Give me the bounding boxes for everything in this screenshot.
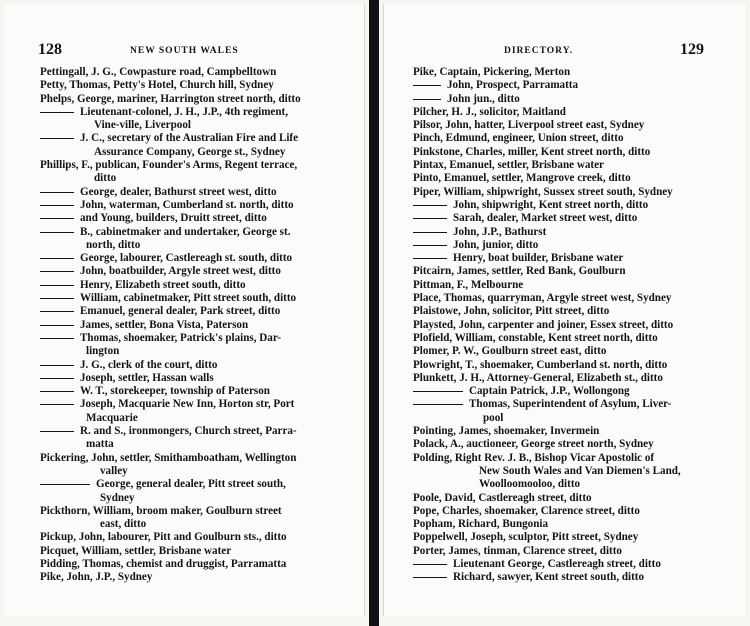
left-page: [4, 4, 365, 616]
entry-continuation-line: Macquarie: [86, 411, 138, 424]
entry-line: Pettingall, J. G., Cowpasture road, Campbelltown: [40, 66, 277, 78]
entry-line: Henry, boat builder, Brisbane water: [413, 252, 729, 265]
entry-line: John, junior, ditto: [413, 239, 729, 252]
entry-line: Pittman, F., Melbourne: [413, 278, 524, 291]
left-entry-list: [40, 66, 346, 585]
entry-line: Pinto, Emanuel, settler, Mangrove creek, ditto: [413, 172, 631, 185]
directory-entry: [40, 106, 346, 133]
directory-entry: [40, 93, 346, 106]
directory-entry: [40, 66, 346, 79]
directory-entry: [413, 119, 729, 132]
entry-continuation-line: Assurance Company, George st., Sydney: [94, 145, 286, 158]
directory-entry: [413, 292, 729, 305]
directory-entry: [413, 93, 729, 106]
directory-entry: [413, 146, 729, 159]
entry-line: Phillips, F., publican, Founder's Arms, Regent terrace,: [40, 159, 298, 172]
entry-line: Plomer, P. W., Goulburn street east, ditto: [413, 345, 607, 358]
entry-line: John, boatbuilder, Argyle street west, ditto: [40, 265, 346, 278]
entry-line: John, J.P., Bathurst: [413, 226, 729, 239]
directory-entry: [413, 132, 729, 145]
directory-entry: [413, 186, 729, 199]
directory-entry: [413, 425, 729, 438]
directory-entry: [413, 172, 729, 185]
entry-line: Henry, Elizabeth street south, ditto: [40, 279, 346, 292]
entry-line: Joseph, settler, Hassan walls: [40, 372, 346, 385]
entry-line: John, shipwright, Kent street north, ditto: [413, 199, 729, 212]
directory-entry: [413, 79, 729, 92]
entry-line: John, waterman, Cumberland st. north, ditto: [40, 199, 346, 212]
directory-entry: [413, 571, 729, 584]
entry-line: Pike, John, J.P., Sydney: [40, 571, 153, 584]
directory-entry: [40, 226, 346, 253]
entry-continuation-line: lington: [86, 345, 120, 358]
entry-continuation-line: matta: [86, 438, 114, 451]
directory-entry: [40, 186, 346, 199]
directory-entry: [413, 319, 729, 332]
entry-line: Pitcairn, James, settler, Red Bank, Goulburn: [413, 265, 626, 278]
entry-line: Sarah, dealer, Market street west, ditto: [413, 212, 729, 225]
entry-line: Pintax, Emanuel, settler, Brisbane water: [413, 159, 604, 172]
right-page-number: 129: [680, 41, 704, 58]
entry-line: W. T., storekeeper, township of Paterson: [40, 385, 346, 398]
entry-line: R. and S., ironmongers, Church street, Parra-: [40, 425, 346, 438]
entry-line: Thomas, Superintendent of Asylum, Liver-: [413, 398, 729, 411]
entry-continuation-line: Vine-ville, Liverpool: [94, 119, 191, 132]
directory-entry: [40, 452, 346, 479]
entry-continuation-line: Woolloomooloo, ditto: [479, 478, 581, 491]
entry-line: John jun., ditto: [413, 93, 729, 106]
entry-line: Porter, James, tinman, Clarence street, ditto: [413, 544, 622, 557]
entry-line: Emanuel, general dealer, Park street, ditto: [40, 305, 346, 318]
directory-entry: [413, 226, 729, 239]
entry-line: Pilsor, John, hatter, Liverpool street east, Sydney: [413, 119, 645, 132]
entry-line: Phelps, George, mariner, Harrington street north, ditto: [40, 92, 301, 105]
entry-line: Richard, sawyer, Kent street south, ditto: [413, 571, 729, 584]
directory-entry: [413, 345, 729, 358]
directory-entry: [413, 305, 729, 318]
directory-entry: [413, 199, 729, 212]
entry-line: Poole, David, Castlereagh street, ditto: [413, 491, 592, 504]
directory-entry: [40, 292, 346, 305]
entry-line: Pilcher, H. J., solicitor, Maitland: [413, 105, 566, 118]
directory-entry: [413, 332, 729, 345]
left-running-title: NEW SOUTH WALES: [130, 46, 239, 56]
right-running-title: DIRECTORY.: [504, 46, 574, 56]
directory-entry: [40, 385, 346, 398]
entry-line: Captain Patrick, J.P., Wollongong: [413, 385, 729, 398]
directory-entry: [40, 265, 346, 278]
entry-line: Playsted, John, carpenter and joiner, Essex street, ditto: [413, 318, 674, 331]
entry-line: Place, Thomas, quarryman, Argyle street west, Sydney: [413, 292, 672, 305]
directory-entry: [413, 106, 729, 119]
entry-line: George, general dealer, Pitt street south,: [40, 478, 346, 491]
directory-entry: [40, 279, 346, 292]
directory-entry: [413, 252, 729, 265]
entry-line: Pickup, John, labourer, Pitt and Goulburn sts., ditto: [40, 531, 287, 544]
directory-entry: [413, 398, 729, 425]
entry-line: Polding, Right Rev. J. B., Bishop Vicar Apostolic of: [413, 451, 655, 464]
directory-entry: [40, 478, 346, 505]
entry-line: J. C., secretary of the Australian Fire and Life: [40, 132, 346, 145]
directory-entry: [413, 159, 729, 172]
entry-line: B., cabinetmaker and undertaker, George st.: [40, 226, 346, 239]
entry-line: George, labourer, Castlereagh st. south, ditto: [40, 252, 346, 265]
directory-entry: [40, 132, 346, 159]
entry-line: Pickering, John, settler, Smithamboatham, Wellington: [40, 451, 297, 464]
entry-line: J. G., clerk of the court, ditto: [40, 359, 346, 372]
directory-entry: [40, 545, 346, 558]
entry-line: William, cabinetmaker, Pitt street south, ditto: [40, 292, 346, 305]
directory-entry: [40, 199, 346, 212]
entry-line: John, Prospect, Parramatta: [413, 79, 729, 92]
entry-line: James, settler, Bona Vista, Paterson: [40, 319, 346, 332]
directory-entry: [40, 558, 346, 571]
directory-entry: [413, 372, 729, 385]
entry-line: Joseph, Macquarie New Inn, Horton str, Port: [40, 398, 346, 411]
directory-entry: [40, 505, 346, 532]
entry-line: Petty, Thomas, Petty's Hotel, Church hill, Sydney: [40, 79, 274, 92]
entry-line: Pope, Charles, shoemaker, Clarence street, ditto: [413, 504, 640, 517]
directory-entry: [413, 385, 729, 398]
directory-entry: [413, 545, 729, 558]
entry-line: Pike, Captain, Pickering, Merton: [413, 66, 571, 78]
directory-entry: [40, 305, 346, 318]
directory-entry: [40, 359, 346, 372]
directory-entry: [40, 212, 346, 225]
directory-entry: [40, 425, 346, 452]
entry-line: Plaistowe, John, solicitor, Pitt street, ditto: [413, 305, 610, 318]
directory-entry: [413, 66, 729, 79]
entry-line: Pointing, James, shoemaker, Invermein: [413, 425, 600, 438]
book-gutter: [369, 0, 379, 626]
entry-continuation-line: New South Wales and Van Diemen's Land,: [479, 464, 681, 477]
directory-entry: [413, 359, 729, 372]
entry-line: Plunkett, J. H., Attorney-General, Elizabeth st., ditto: [413, 371, 663, 384]
directory-entry: [40, 332, 346, 359]
directory-entry: [40, 398, 346, 425]
entry-line: Pickthorn, William, broom maker, Goulburn street: [40, 504, 282, 517]
entry-continuation-line: north, ditto: [86, 238, 141, 251]
directory-entry: [413, 531, 729, 544]
directory-entry: [413, 452, 729, 492]
directory-entry: [40, 159, 346, 186]
entry-continuation-line: valley: [100, 464, 128, 477]
left-page-number: 128: [38, 41, 62, 58]
entry-line: Thomas, shoemaker, Patrick's plains, Dar-: [40, 332, 346, 345]
entry-line: Plofield, William, constable, Kent street north, ditto: [413, 331, 658, 344]
entry-continuation-line: ditto: [94, 172, 117, 185]
entry-line: Plowright, T., shoemaker, Cumberland st. north, ditto: [413, 358, 668, 371]
entry-line: Popham, Richard, Bungonia: [413, 518, 549, 531]
directory-entry: [413, 505, 729, 518]
entry-line: Pinkstone, Charles, miller, Kent street north, ditto: [413, 145, 651, 158]
entry-continuation-line: pool: [483, 411, 504, 424]
directory-entry: [40, 372, 346, 385]
directory-entry: [40, 319, 346, 332]
directory-entry: [40, 571, 346, 584]
entry-continuation-line: Sydney: [100, 491, 135, 504]
right-entry-list: [413, 66, 729, 585]
entry-line: Picquet, William, settler, Brisbane water: [40, 544, 232, 557]
directory-entry: [40, 252, 346, 265]
directory-entry: [413, 239, 729, 252]
directory-entry: [413, 558, 729, 571]
directory-entry: [413, 492, 729, 505]
entry-line: Pinch, Edmund, engineer, Union street, ditto: [413, 132, 624, 145]
right-page: [383, 4, 745, 616]
directory-entry: [413, 518, 729, 531]
entry-line: Lieutenant George, Castlereagh street, ditto: [413, 558, 729, 571]
entry-continuation-line: east, ditto: [100, 518, 147, 531]
entry-line: Polack, A., auctioneer, George street north, Sydney: [413, 438, 654, 451]
directory-entry: [413, 279, 729, 292]
directory-entry: [413, 265, 729, 278]
directory-entry: [413, 438, 729, 451]
entry-line: George, dealer, Bathurst street west, ditto: [40, 186, 346, 199]
entry-line: Pidding, Thomas, chemist and druggist, Parramatta: [40, 557, 287, 570]
directory-entry: [413, 212, 729, 225]
entry-line: Lieutenant-colonel, J. H., J.P., 4th regiment,: [40, 106, 346, 119]
entry-line: Piper, William, shipwright, Sussex street south, Sydney: [413, 185, 673, 198]
entry-line: and Young, builders, Druitt street, ditto: [40, 212, 346, 225]
directory-entry: [40, 531, 346, 544]
entry-line: Poppelwell, Joseph, sculptor, Pitt street, Sydney: [413, 531, 639, 544]
directory-entry: [40, 79, 346, 92]
